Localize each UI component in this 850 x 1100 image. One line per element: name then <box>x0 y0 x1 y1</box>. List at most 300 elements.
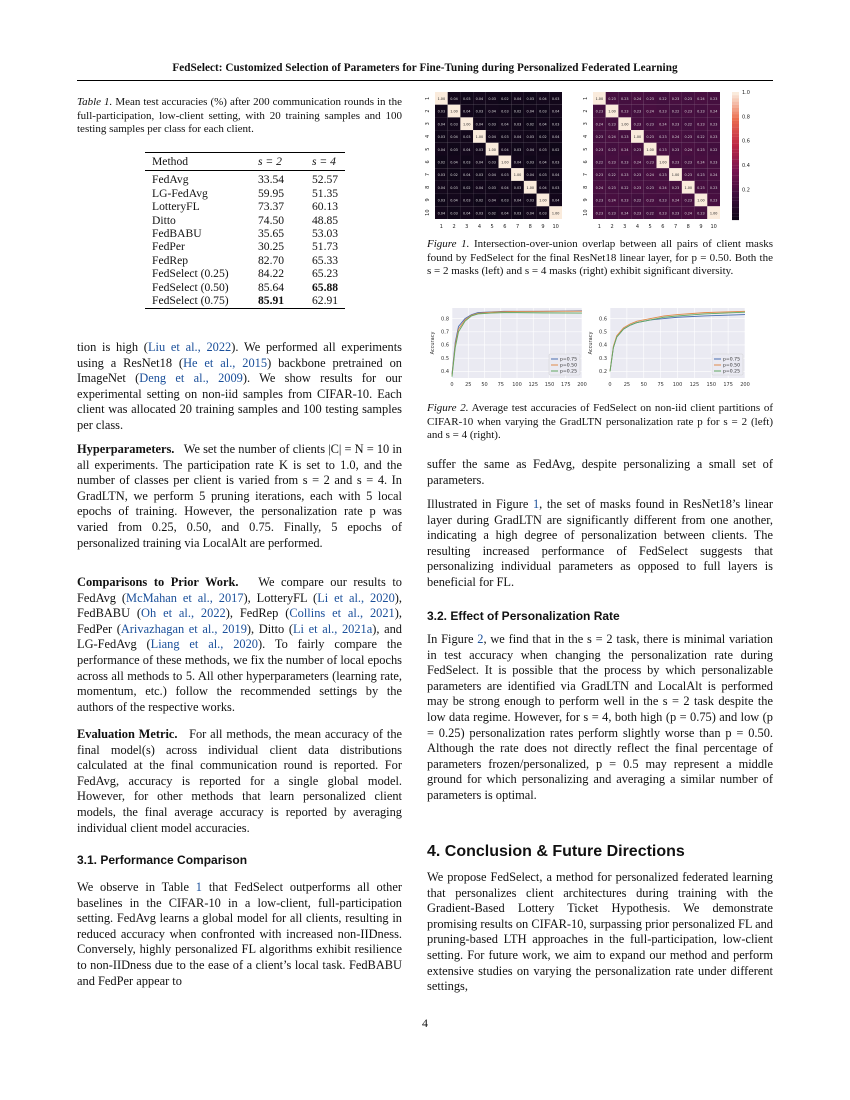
heatmap-cell-label: 0.04 <box>462 173 471 178</box>
legend-label: p=0.25 <box>560 369 577 375</box>
colorbar-tick-label: 0.8 <box>742 114 750 121</box>
colorbar-segment <box>732 124 739 127</box>
colorbar-tick-label: 0.2 <box>742 187 750 194</box>
citation-link[interactable]: Deng et al., 2009 <box>139 371 243 386</box>
colorbar-tick-label: 1.0 <box>742 90 750 96</box>
y-tick-label: 0.6 <box>441 342 449 349</box>
text-segment: , the set of masks found in ResNet18’s linear layer during GradLTN are significantly different from one another, indicating a high degree of personalization between clients. The resulting increased performance of FedSelect suggests that personalizing individual parameters as opposed to full layers is beneficial for FL. <box>427 497 773 589</box>
heatmap-cell-label: 0.04 <box>551 109 560 114</box>
y-tick-label: 0.8 <box>441 316 449 323</box>
method-cell: Ditto <box>152 213 176 227</box>
text-segment: ), FedRep ( <box>225 606 290 621</box>
colorbar-segment <box>732 194 739 197</box>
s2-cell: 84.22 <box>258 267 285 281</box>
table-row <box>145 267 345 280</box>
heatmap-cell-label: 0.23 <box>684 160 693 165</box>
heatmap-cell-label: 0.03 <box>513 122 522 127</box>
colorbar-segment <box>732 118 739 121</box>
y-tick-label: 7 <box>425 172 431 177</box>
text-segment: tion is high ( <box>77 340 148 354</box>
paragraph-comparisons <box>77 575 402 715</box>
s2-cell: 59.95 <box>258 186 285 200</box>
heatmap-cell-label: 0.24 <box>709 173 718 178</box>
heatmap-cell-label: 0.03 <box>462 198 471 203</box>
heatmap-cell-label: 0.23 <box>671 122 680 127</box>
heatmap-cell-label: 0.23 <box>684 96 693 101</box>
heatmap-cell-label: 0.04 <box>539 185 547 190</box>
heatmap-cell-label: 0.04 <box>437 147 446 152</box>
table-row <box>145 214 345 227</box>
colorbar-tick-label: 0.6 <box>742 138 750 145</box>
colorbar-segment <box>732 169 739 172</box>
y-tick-label: 9 <box>583 198 589 202</box>
heatmap-cell-label: 0.23 <box>633 185 642 190</box>
heatmap-cell-label: 0.23 <box>595 198 604 203</box>
colorbar-segment <box>732 98 739 101</box>
heatmap-cell-label: 0.04 <box>450 135 458 140</box>
x-tick-label: 200 <box>577 382 587 388</box>
heatmap-cell-label: 0.24 <box>608 135 616 140</box>
legend-label: p=0.75 <box>560 357 577 363</box>
x-tick-label: 50 <box>481 382 488 388</box>
col-method: Method <box>145 153 251 171</box>
y-tick-label: 6 <box>425 160 431 164</box>
legend-label: p=0.25 <box>723 369 740 375</box>
heatmap-cell-label: 0.04 <box>513 135 522 140</box>
x-tick-label: 7 <box>673 224 678 230</box>
x-tick-label: 125 <box>528 382 539 388</box>
x-tick-label: 25 <box>623 382 631 388</box>
s2-cell: 30.25 <box>258 240 285 254</box>
table-row <box>145 187 345 200</box>
citation-link[interactable]: Oh et al., 2022 <box>141 606 226 621</box>
heatmap-cell-label: 0.04 <box>450 160 458 165</box>
method-cell: FedBABU <box>152 227 202 241</box>
heatmap-cell-label: 0.24 <box>671 198 680 203</box>
heatmap-cell-label: 1.00 <box>659 160 667 165</box>
heatmap-cell-label: 0.23 <box>684 135 693 140</box>
colorbar-segment <box>732 159 739 162</box>
y-tick-label: 0.7 <box>441 329 449 336</box>
heatmap-cell-label: 0.04 <box>551 135 560 140</box>
y-tick-label: 0.4 <box>441 369 449 376</box>
method-cell: FedRep <box>152 253 189 267</box>
heatmap-cell-label: 0.04 <box>462 109 471 114</box>
heatmap-cell-label: 0.02 <box>526 122 535 127</box>
heatmap-cell-label: 0.24 <box>709 109 718 114</box>
colorbar <box>732 90 750 220</box>
heatmap-cell-label: 0.04 <box>551 173 560 178</box>
x-tick-label: 6 <box>503 224 507 230</box>
heatmap-cell-label: 0.23 <box>620 96 629 101</box>
method-cell: FedPer <box>152 240 185 254</box>
heatmap-cell-label: 1.00 <box>450 109 458 114</box>
colorbar-segment <box>732 188 739 191</box>
heatmap-cell-label: 1.00 <box>462 122 471 127</box>
heatmap-cell-label: 0.24 <box>671 135 680 140</box>
s4-cell: 53.03 <box>312 227 339 241</box>
evaluation-title: Evaluation Metric. <box>77 727 178 741</box>
x-tick-label: 10 <box>710 224 717 230</box>
heatmap-cell-label: 0.04 <box>526 173 535 178</box>
heatmap-cell-label: 0.24 <box>697 160 705 165</box>
heatmap-cell-label: 0.04 <box>539 96 547 101</box>
citation-link[interactable]: Collins et al., 2021 <box>289 606 395 621</box>
heatmap-cell-label: 0.24 <box>608 198 616 203</box>
heatmap-cell-label: 0.03 <box>526 160 535 165</box>
heatmap-cell-label: 0.03 <box>462 135 471 140</box>
text-segment: , we find that in the s = 2 task, there is minimal variation in test accuracy when changing the personalization rate during FedSelect. It is possible that the process by which personalizable parameters are identified via GradLTN and LocalAlt is performed may be strong enough to perform well in the s = 2 task despite the low data regime. However, for s = 4, both high (p = 0.75) and low (p = 0.25) personalization rates perform slightly worse than p = 0.50. Although the rate does not directly reflect the final percentage of parameters frozen/personalized, p = 0.5 may represent a middle ground for which personalizing and averaging a similar number of parameters is optimal. <box>427 632 773 802</box>
heatmap-cell-label: 0.02 <box>450 173 458 178</box>
table-row <box>145 200 345 213</box>
s4-cell: 62.91 <box>305 294 345 309</box>
y-tick-label: 4 <box>425 134 431 139</box>
citation-link[interactable]: Li et al., 2020 <box>317 590 395 605</box>
heatmap-cell-label: 0.04 <box>475 96 484 101</box>
heatmap-cell-label: 0.22 <box>608 173 616 178</box>
section-3-2-heading: 3.2. Effect of Personalization Rate <box>427 609 620 623</box>
s2-cell: 73.37 <box>258 200 285 214</box>
heatmap-cell-label: 0.03 <box>488 122 496 127</box>
table-caption <box>77 96 402 137</box>
heatmap-cell-label: 0.24 <box>595 185 604 190</box>
text-segment: For all methods, the mean accuracy of the final model(s) across individual client data distributions calculated at the final communication round is reported. For FedAvg, accuracy is reported for a single global model. However, for other methods that learn personalized client models, the final average accuracy is reported by averaging individual client model accuracies. <box>77 727 403 835</box>
x-tick-label: 175 <box>560 382 571 388</box>
paragraph-illustrated <box>427 497 773 591</box>
colorbar-segment <box>732 178 739 181</box>
heatmap-cell-label: 0.22 <box>595 160 604 165</box>
text-segment: We set the number of clients |C| = N = 10 in all experiments. The participation rate K is set to 1.0, and the number of classes per client is varied from s = 2 and s = 4. In GradLTN, we perform 5 pruning iterations, each with 5 local epochs of training. However, the personalization rate p was varied from 0.25, 0.50, and 0.75. Finally, 5 epochs of personalized training via LocalAlt are performed. <box>77 442 402 550</box>
heatmap-cell-label: 0.04 <box>539 160 547 165</box>
comparisons-text <box>77 575 402 714</box>
legend <box>712 354 743 375</box>
colorbar-segment <box>732 210 739 213</box>
hyperparameters-text <box>77 442 402 550</box>
s2-cell: 35.65 <box>258 227 285 241</box>
heatmap-cell-label: 0.22 <box>659 96 667 101</box>
heatmap-2 <box>583 92 720 230</box>
citation-link[interactable]: Liu et al., 2022 <box>147 340 232 354</box>
y-tick-label: 0.2 <box>599 369 607 376</box>
heatmap-cell-label: 0.23 <box>659 173 667 178</box>
x-tick-label: 10 <box>552 224 559 230</box>
heatmap-cell-label: 1.00 <box>697 198 705 203</box>
paragraph-setup <box>77 340 402 434</box>
citation-link[interactable]: Arivazhagan et al., 2019 <box>120 621 247 636</box>
text-segment: ), FedPer ( <box>77 606 402 636</box>
x-tick-label: 200 <box>740 382 750 388</box>
heatmap-cell-label: 0.23 <box>608 122 616 127</box>
y-tick-label: 0.5 <box>599 329 607 336</box>
y-tick-label: 0.4 <box>599 342 607 349</box>
table-row <box>145 281 345 294</box>
heatmap-cell-label: 0.03 <box>551 96 560 101</box>
colorbar-segment <box>732 191 739 194</box>
y-tick-label: 8 <box>583 185 589 189</box>
heatmap-cell-label: 0.03 <box>488 185 496 190</box>
paragraph-evaluation <box>77 727 402 836</box>
heatmap-cell-label: 0.22 <box>646 211 654 216</box>
heatmap-cell-label: 1.00 <box>684 185 693 190</box>
citation-link[interactable]: He et al., 2015 <box>183 355 268 370</box>
heatmap-cell-label: 1.00 <box>488 147 496 152</box>
text-segment: ). We show results for our experimental setting on non-iid samples from CIFAR-10. Each client was allocated 20 training samples and 100 testing samples per class. <box>77 371 402 432</box>
method-cell: FedAvg <box>152 173 189 187</box>
heatmap-cell-label: 0.23 <box>671 160 680 165</box>
heatmap-cell-label: 0.23 <box>684 109 693 114</box>
y-tick-label: 5 <box>425 147 431 151</box>
heatmap-cell-label: 0.24 <box>620 211 629 216</box>
heatmap-cell-label: 1.00 <box>475 135 484 140</box>
heatmap-cell-label: 1.00 <box>671 173 680 178</box>
method-cell: FedSelect (0.75) <box>145 294 251 309</box>
heatmap-1 <box>425 92 562 230</box>
header-rule <box>77 80 773 81</box>
heatmap-cell-label: 0.04 <box>475 185 484 190</box>
s4-cell: 65.88 <box>312 280 339 294</box>
heatmap-cell-label: 0.24 <box>620 147 629 152</box>
heatmap-cell-label: 1.00 <box>709 211 718 216</box>
heatmap-cell-label: 0.04 <box>488 135 496 140</box>
method-cell: LotteryFL <box>152 200 200 214</box>
colorbar-segment <box>732 134 739 137</box>
figure-2-caption-text: Average test accuracies of FedSelect on non-iid client partitions of CIFAR-10 when varying the GradLTN personalization rate p for s = 2 (left) and s = 4 (right). <box>427 402 773 442</box>
legend-label: p=0.75 <box>723 357 740 363</box>
heatmap-cell-label: 0.03 <box>513 147 522 152</box>
heatmap-cell-label: 0.03 <box>551 160 560 165</box>
heatmap-cell-label: 0.03 <box>450 122 458 127</box>
heatmap-cell-label: 0.03 <box>462 160 471 165</box>
x-tick-label: 0 <box>608 382 612 388</box>
colorbar-segment <box>732 108 739 111</box>
legend <box>549 354 580 375</box>
heatmap-cell-label: 0.04 <box>513 96 522 101</box>
text-segment: ) backbone pretrained on ImageNet ( <box>77 355 402 386</box>
heatmap-cell-label: 0.04 <box>501 211 509 216</box>
citation-link[interactable]: Li et al., 2021a <box>292 621 373 636</box>
heatmap-cell-label: 0.03 <box>539 109 547 114</box>
s4-cell: 65.33 <box>312 253 339 267</box>
y-tick-label: 5 <box>583 147 589 151</box>
x-tick-label: 6 <box>661 224 665 230</box>
colorbar-segment <box>732 105 739 108</box>
colorbar-segment <box>732 153 739 156</box>
col-s2: s = 2 <box>251 153 305 171</box>
heatmap-cell-label: 0.23 <box>646 185 654 190</box>
s2-cell: 74.50 <box>258 213 285 227</box>
heatmap-cell-label: 0.03 <box>551 185 560 190</box>
heatmap-cell-label: 0.23 <box>608 211 616 216</box>
x-tick-label: 75 <box>497 382 504 388</box>
y-tick-label: 8 <box>425 185 431 189</box>
x-tick-label: 25 <box>465 382 472 388</box>
heatmap-cell-label: 0.04 <box>488 173 496 178</box>
heatmap-cell-label: 0.23 <box>709 135 718 140</box>
heatmap-cell-label: 1.00 <box>646 147 654 152</box>
heatmap-cell-label: 1.00 <box>608 109 616 114</box>
colorbar-segment <box>732 140 739 143</box>
heatmap-cell-label: 0.23 <box>646 135 654 140</box>
heatmap-cell-label: 0.24 <box>595 122 604 127</box>
x-tick-label: 4 <box>635 224 640 230</box>
line-chart-1 <box>430 308 587 388</box>
heatmap-cell-label: 0.02 <box>437 160 446 165</box>
colorbar-segment <box>732 121 739 124</box>
citation-link[interactable]: 1 <box>195 880 202 894</box>
x-tick-label: 8 <box>528 224 532 230</box>
running-title: FedSelect: Customized Selection of Parameters for Fine-Tuning during Personalized Federated Learning <box>172 62 678 74</box>
heatmap-cell-label: 0.24 <box>684 147 693 152</box>
heatmap-cell-label: 0.03 <box>437 198 446 203</box>
heatmap-cell-label: 0.23 <box>684 173 693 178</box>
y-tick-label: 0.6 <box>599 316 607 323</box>
table-header-row <box>145 153 345 171</box>
heatmap-cell-label: 0.23 <box>671 211 680 216</box>
heatmap-cell-label: 0.24 <box>646 109 654 114</box>
y-tick-label: 1 <box>583 96 589 100</box>
x-tick-label: 5 <box>648 224 652 230</box>
heatmap-cell-label: 0.22 <box>633 198 642 203</box>
heatmap-cell-label: 0.02 <box>475 198 484 203</box>
paragraph-suffer: suffer the same as FedAvg, despite personalizing a small set of parameters. <box>427 457 773 487</box>
table-row <box>145 254 345 267</box>
heatmap-cell-label: 0.24 <box>684 211 693 216</box>
x-tick-label: 50 <box>640 382 647 388</box>
heatmap-cell-label: 0.04 <box>513 160 522 165</box>
paragraph-performance <box>77 880 402 989</box>
heatmap-cell-label: 0.22 <box>709 147 718 152</box>
heatmap-cell-label: 0.23 <box>595 211 604 216</box>
paragraph-hyperparameters <box>77 442 402 551</box>
colorbar-segment <box>732 207 739 210</box>
x-tick-label: 150 <box>706 382 717 388</box>
x-tick-label: 75 <box>657 382 664 388</box>
heatmap-cell-label: 0.23 <box>659 135 667 140</box>
heatmap-cell-label: 0.24 <box>633 160 642 165</box>
heatmap-cell-label: 0.23 <box>646 198 654 203</box>
colorbar-segment <box>732 102 739 105</box>
legend-label: p=0.50 <box>723 363 740 369</box>
evaluation-text <box>77 727 402 835</box>
heatmap-cell-label: 0.04 <box>450 198 458 203</box>
citation-link[interactable]: Liang et al., 2020 <box>150 637 258 652</box>
colorbar-segment <box>732 217 739 220</box>
heatmap-cell-label: 0.04 <box>450 96 458 101</box>
citation-link[interactable]: 1 <box>532 497 540 511</box>
y-tick-label: 3 <box>583 122 589 126</box>
text-segment: In Figure <box>427 632 478 646</box>
comparisons-title: Comparisons to Prior Work. <box>77 575 239 589</box>
hyperparameters-title: Hyperparameters. <box>77 442 175 456</box>
heatmap-cell-label: 0.03 <box>475 173 484 178</box>
heatmap-cell-label: 0.03 <box>437 109 446 114</box>
x-tick-label: 5 <box>490 224 494 230</box>
x-tick-label: 2 <box>610 224 614 230</box>
colorbar-segment <box>732 156 739 159</box>
line-chart-2 <box>588 308 750 388</box>
x-tick-label: 100 <box>672 382 683 388</box>
heatmap-cell-label: 0.04 <box>462 211 471 216</box>
colorbar-segment <box>732 182 739 185</box>
heatmap-cell-label: 0.23 <box>620 109 629 114</box>
heatmap-cell-label: 0.02 <box>488 211 496 216</box>
figure-2-caption <box>427 402 773 443</box>
heatmap-cell-label: 0.23 <box>595 109 604 114</box>
x-tick-label: 9 <box>541 224 545 230</box>
heatmap-cell-label: 0.03 <box>526 135 535 140</box>
y-tick-label: 0.3 <box>599 355 607 362</box>
heatmap-cell-label: 0.03 <box>488 160 496 165</box>
heatmap-cell-label: 0.24 <box>646 173 654 178</box>
heatmap-cell-label: 0.23 <box>595 135 604 140</box>
heatmap-cell-label: 0.22 <box>620 185 629 190</box>
table-caption-text: Mean test accuracies (%) after 200 communication rounds in the full-participation, low-client setting, with 20 training samples and 100 testing samples per class for each client. <box>77 96 403 136</box>
y-tick-label: 1 <box>425 96 431 100</box>
figure-2-line-charts <box>422 306 762 396</box>
heatmap-cell-label: 0.04 <box>462 147 471 152</box>
heatmap-cell-label: 0.04 <box>437 211 446 216</box>
x-tick-label: 3 <box>465 224 469 230</box>
paragraph-conclusion: We propose FedSelect, a method for personalized federated learning that personalizes client architectures during training with the Gradient-Based Lottery Ticket Hypothesis. We demonstrate promising results on CIFAR-10, surpassing prior personalized FL and pruning-based LTH approaches in the full-participation, low-client setting. For future work, we aim to expand our method and perform extensive studies on varying the personalization rate under different settings, <box>427 870 773 994</box>
figure-1-caption <box>427 238 773 279</box>
results-table-wrapper <box>145 152 345 309</box>
x-tick-label: 125 <box>689 382 700 388</box>
colorbar-segment <box>732 143 739 146</box>
citation-link[interactable]: McMahan et al., 2017 <box>126 590 244 605</box>
heatmap-cell-label: 0.23 <box>709 185 718 190</box>
heatmap-cell-label: 0.04 <box>488 109 496 114</box>
x-tick-label: 2 <box>452 224 456 230</box>
heatmap-cell-label: 0.03 <box>501 198 509 203</box>
heatmap-cell-label: 0.23 <box>697 147 705 152</box>
heatmap-cell-label: 0.04 <box>501 147 509 152</box>
text-segment: We observe in Table <box>77 880 196 894</box>
page-number: 4 <box>422 1016 428 1030</box>
y-tick-label: 9 <box>425 198 431 202</box>
heatmap-cell-label: 0.03 <box>450 147 458 152</box>
s4-cell: 65.23 <box>312 267 339 281</box>
heatmap-cell-label: 0.04 <box>475 160 484 165</box>
text-segment: We compare our results to FedAvg ( <box>77 575 402 605</box>
heatmap-cell-label: 0.24 <box>659 185 667 190</box>
y-tick-label: 6 <box>583 160 589 164</box>
y-tick-label: 2 <box>583 109 589 113</box>
heatmap-cell-label: 0.23 <box>697 173 705 178</box>
table-row <box>145 240 345 253</box>
heatmap-cell-label: 0.04 <box>475 122 484 127</box>
heatmap-cell-label: 0.23 <box>684 198 693 203</box>
x-tick-label: 3 <box>623 224 627 230</box>
heatmap-cell-label: 0.03 <box>526 96 535 101</box>
heatmap-cell-label: 0.23 <box>659 109 667 114</box>
heatmap-cell-label: 0.03 <box>501 135 509 140</box>
text-segment: ), LotteryFL ( <box>243 590 318 605</box>
citation-link[interactable]: 2 <box>477 632 484 646</box>
heatmap-cell-label: 0.02 <box>462 185 471 190</box>
heatmap-cell-label: 0.03 <box>475 109 484 114</box>
y-axis-label: Accuracy <box>588 331 594 355</box>
heatmap-cell-label: 0.22 <box>684 122 693 127</box>
figure-2-label: Figure 2. <box>427 402 469 414</box>
heatmap-cell-label: 0.23 <box>595 147 604 152</box>
text-segment: ), FedBABU ( <box>77 590 403 621</box>
heatmap-cell-label: 0.23 <box>659 147 667 152</box>
table-row <box>145 294 345 309</box>
heatmap-cell-label: 0.23 <box>620 198 629 203</box>
heatmap-cell-label: 0.23 <box>620 173 629 178</box>
heatmap-cell-label: 0.23 <box>595 173 604 178</box>
figure-1-label: Figure 1. <box>427 238 470 250</box>
